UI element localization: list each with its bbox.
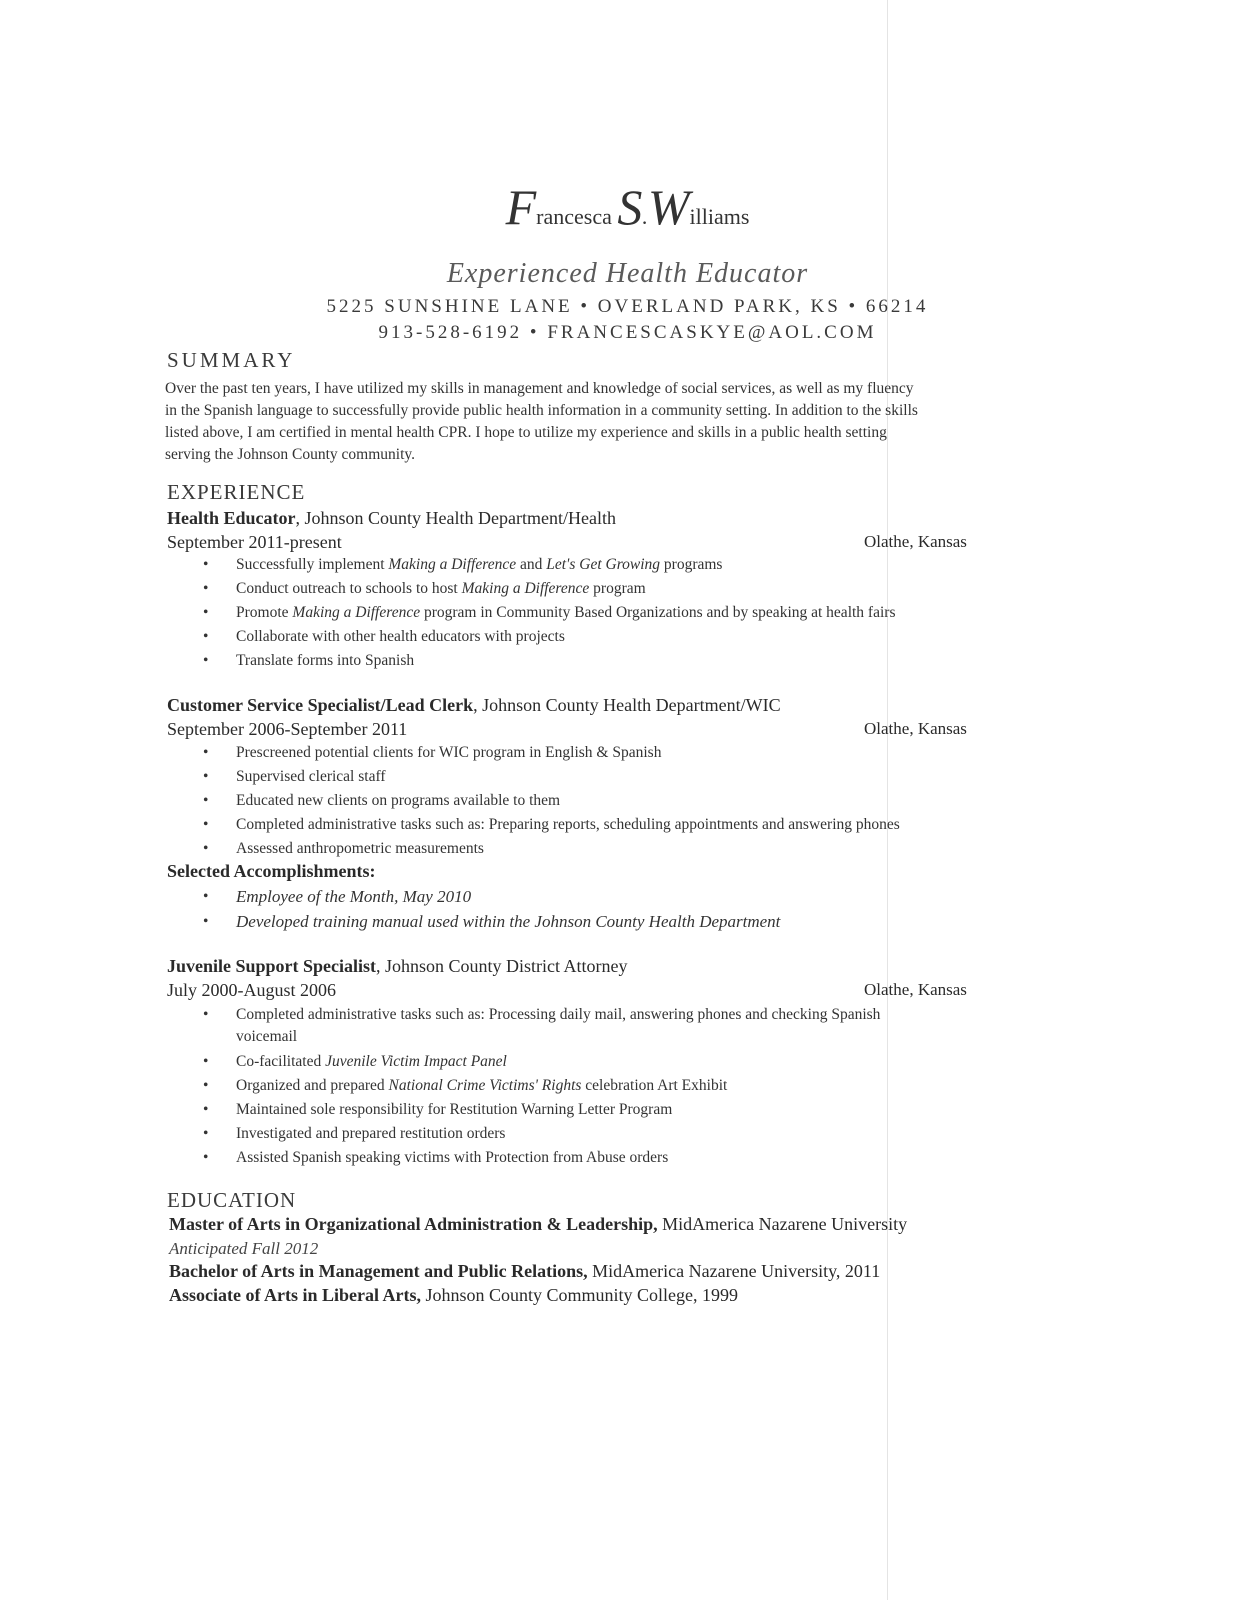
bullet-marker: • xyxy=(203,556,209,573)
accomplishment-item: Developed training manual used within the Johnson County Health Department xyxy=(236,912,781,931)
summary-text: Over the past ten years, I have utilized my skills in management and knowledge of social services, as well as my fluency in the Spanish language to successfully provide public health information in a community setting. In addition to the skills listed above, I am certified in mental health CPR. I hope to utilize my experience and skills in a public health setting serving the Johnson County community. xyxy=(165,380,918,463)
list-item: Educated new clients on programs available to them xyxy=(236,792,561,809)
education-entry: Associate of Arts in Liberal Arts, Johnson County Community College, 1999 xyxy=(169,1285,738,1305)
education-entry: Bachelor of Arts in Management and Public Relations, MidAmerica Nazarene University, 2011 xyxy=(169,1261,881,1281)
address-line: 5225 SUNSHINE LANE • OVERLAND PARK, KS • 66214 xyxy=(326,296,929,317)
job-title-customer-service: Customer Service Specialist/Lead Clerk, Johnson County Health Department/WIC xyxy=(167,695,781,715)
accomplishments-heading: Selected Accomplishments: xyxy=(167,861,376,881)
bullet-marker: • xyxy=(203,628,209,645)
bullet-marker: • xyxy=(203,744,209,761)
job-location: Olathe, Kansas xyxy=(864,980,967,999)
bullet-marker: • xyxy=(203,604,209,621)
bullet-marker: • xyxy=(203,1053,209,1070)
bullet-marker: • xyxy=(203,840,209,857)
list-item: Maintained sole responsibility for Restitution Warning Letter Program xyxy=(236,1101,673,1118)
applicant-name: Francesca S.Williams xyxy=(505,179,750,235)
bullet-marker: • xyxy=(203,1077,209,1094)
bullet-marker: • xyxy=(203,768,209,785)
list-item: Successfully implement Making a Difference and Let's Get Growing programs xyxy=(236,556,723,573)
list-item: Supervised clerical staff xyxy=(236,768,386,785)
bullet-marker: • xyxy=(203,1125,209,1142)
list-item: Conduct outreach to schools to host Making a Difference program xyxy=(236,580,646,597)
summary-heading: SUMMARY xyxy=(167,348,296,372)
list-item: Translate forms into Spanish xyxy=(236,652,415,669)
list-item: Completed administrative tasks such as: Preparing reports, scheduling appointments and answering phones xyxy=(236,816,900,833)
bullet-marker: • xyxy=(203,580,209,597)
bullet-marker: • xyxy=(203,816,209,833)
list-item: Assessed anthropometric measurements xyxy=(236,840,484,857)
bullet-marker: • xyxy=(203,913,209,930)
job-title-juvenile-support: Juvenile Support Specialist, Johnson County District Attorney xyxy=(167,956,628,976)
list-item: Promote Making a Difference program in Community Based Organizations and by speaking at health fairs xyxy=(236,604,896,621)
job-dates: September 2011-present xyxy=(167,532,342,552)
list-item: Prescreened potential clients for WIC program in English & Spanish xyxy=(236,744,662,761)
bullet-marker: • xyxy=(203,792,209,809)
bullet-marker: • xyxy=(203,1006,209,1023)
bullet-marker: • xyxy=(203,1149,209,1166)
list-item: Co-facilitated Juvenile Victim Impact Panel xyxy=(236,1053,507,1070)
education-entry: Master of Arts in Organizational Administration & Leadership, MidAmerica Nazarene University xyxy=(169,1214,908,1234)
job-dates: September 2006-September 2011 xyxy=(167,719,408,739)
job-location: Olathe, Kansas xyxy=(864,532,967,551)
accomplishment-item: Employee of the Month, May 2010 xyxy=(236,887,472,906)
list-item: Investigated and prepared restitution orders xyxy=(236,1125,506,1142)
education-note: Anticipated Fall 2012 xyxy=(169,1239,319,1258)
list-item: Assisted Spanish speaking victims with Protection from Abuse orders xyxy=(236,1149,669,1166)
experience-heading: EXPERIENCE xyxy=(167,480,306,504)
bullet-marker: • xyxy=(203,888,209,905)
bullet-marker: • xyxy=(203,1101,209,1118)
list-item: Collaborate with other health educators with projects xyxy=(236,628,565,645)
list-item: Organized and prepared National Crime Victims' Rights celebration Art Exhibit xyxy=(236,1077,728,1094)
education-heading: EDUCATION xyxy=(167,1188,297,1212)
job-dates: July 2000-August 2006 xyxy=(167,980,337,1000)
job-title-health-educator: Health Educator, Johnson County Health Department/Health xyxy=(167,508,616,528)
list-item: Completed administrative tasks such as: Processing daily mail, answering phones and checking Spanish voicemail xyxy=(236,1006,881,1045)
job-location: Olathe, Kansas xyxy=(864,719,967,738)
bullet-marker: • xyxy=(203,652,209,669)
job-title-subtitle: Experienced Health Educator xyxy=(446,258,809,289)
phone-email-line: 913-528-6192 • FRANCESCASKYE@AOL.COM xyxy=(378,322,877,343)
